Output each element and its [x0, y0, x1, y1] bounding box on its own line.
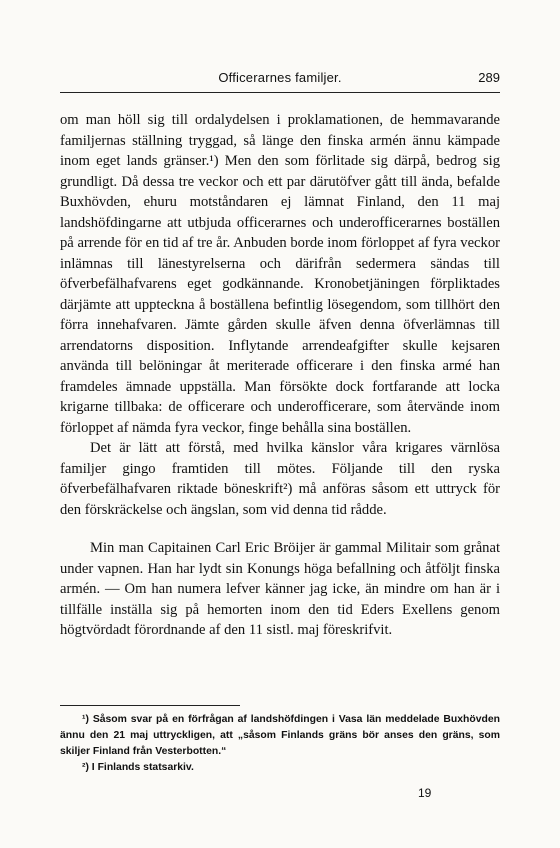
- paragraph-1: om man höll sig till ordalydelsen i proklamationen, de hemmavarande familjernas ställning tryggad, så länge den finska armén ännu kämpade inom eget lands gränser.¹) Men den som förlitade sig därpå, bedrog sig grundligt. Då dessa tre veckor och ett par därutöfver gått till ända, befalde Buxhövden, ehuru motståndaren ej lämnat Finland, den 11 maj landshöfdingarne att utbjuda officerarnes och underofficerarnes boställen på arrende för en tid af tre år. Anbuden borde inom förloppet af fyra veckor inlämnas till länestyrelserna och därifrån sedermera sändas till öfverbefälhafvarens eget godkännande. Kronobetjäningen förpliktades därjämte att uppteckna å boställena befintlig lösegendom, som tillhört den förra innehafvaren. Jämte gården skulle äfven denna öfverlämnas till arrendatorns disposition. Inflytande arrendeafgifter skulle kejsaren använda till belöningar åt meriterade officerare i den finska armé han framdeles ämnade uppställa. Man försökte dock fortfarande att locka krigarne tillbaka: de officerare och underofficerare, som återvände inom förloppet af nämda fyra veckor, finge behålla sina boställen.: [60, 112, 500, 436]
- page-header: [60, 70, 500, 92]
- page-number: 289: [478, 70, 500, 85]
- paragraph-2: Det är lätt att förstå, med hvilka känslor våra krigares värnlösa familjer gingo framtiden till mötes. Följande till den ryska öfverbefälhafvaren riktade böneskrift²) må anföras såsom ett uttryck för den förskräckelse och ängslan, som vid denna tid rådde.: [60, 440, 500, 518]
- body-text: [60, 110, 500, 641]
- running-title: Officerarnes familjer.: [218, 70, 342, 85]
- footnotes: [60, 712, 500, 776]
- footnote-rule: [60, 705, 240, 706]
- header-rule: [60, 92, 500, 93]
- signature-mark: 19: [418, 786, 432, 800]
- paragraph-gap: [60, 520, 500, 538]
- footnote-2: ²) I Finlands statsarkiv.: [82, 762, 194, 773]
- footnote-1: ¹) Såsom svar på en förfrågan af landshöfdingen i Vasa län meddelade Buxhövden ännu den 21 maj uttryckligen, att „såsom Finlands gräns bör anses den gräns, som skiljer Finland från Vesterbotten.“: [60, 714, 500, 757]
- petition-paragraph: Min man Capitainen Carl Eric Bröijer är gammal Militair som grånat under vapnen. Han har lydt sin Konungs höga befallning och åtföljt finska armén. — Om han numera lefver känner jag icke, än mindre om han är i tillfälle inställa sig på hemorten inom den tid Eders Exellens genom högtvördadt förordnande af den 11 sistl. maj föreskrifvit.: [60, 540, 500, 638]
